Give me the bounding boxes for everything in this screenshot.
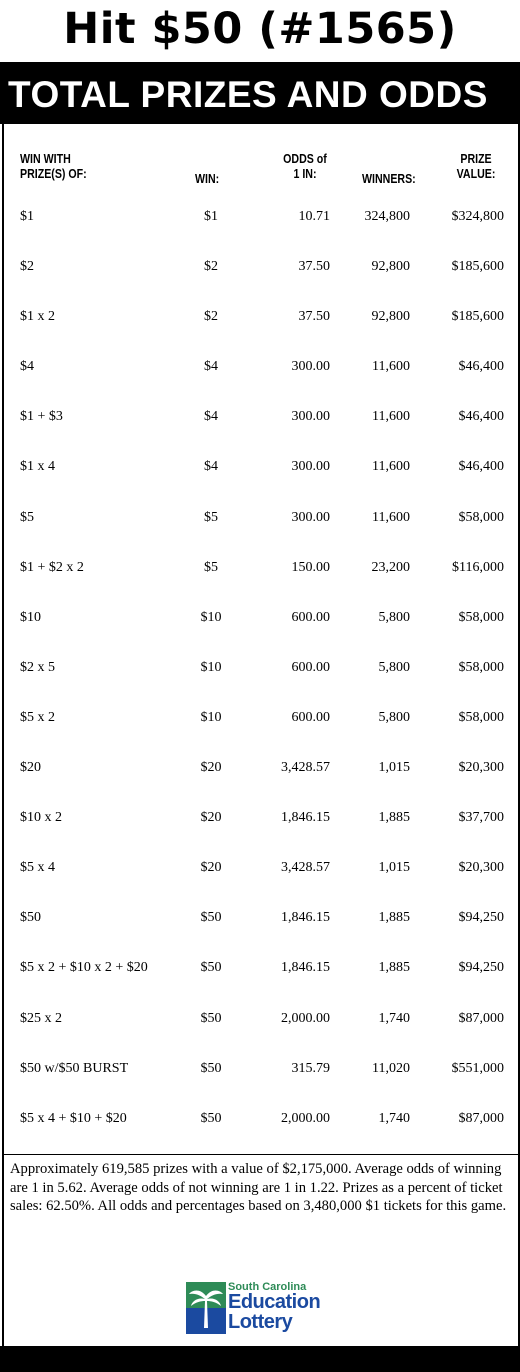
cell-prize: $1 + $3 (20, 409, 63, 425)
cell-value: $87,000 (458, 1110, 504, 1126)
table-row (0, 901, 520, 951)
cell-prize: $20 (20, 760, 41, 776)
cell-winners: 1,885 (378, 810, 410, 826)
cell-prize: $5 x 2 + $10 x 2 + $20 (20, 960, 148, 976)
cell-odds: 2,000.00 (281, 1010, 330, 1026)
cell-win: $4 (204, 459, 218, 475)
table-row (0, 1002, 520, 1052)
logo-line-lottery: Lottery (228, 1311, 293, 1333)
column-header-odds-line1: ODDS of (283, 152, 327, 166)
table-row (0, 350, 520, 400)
table-row (0, 801, 520, 851)
cell-odds: 300.00 (291, 509, 330, 525)
cell-win: $20 (200, 810, 222, 826)
cell-odds: 150.00 (291, 559, 330, 575)
cell-odds: 1,846.15 (281, 960, 330, 976)
column-header-value-line1: PRIZE (460, 152, 492, 166)
cell-prize: $2 (20, 259, 34, 275)
cell-win: $10 (200, 659, 222, 675)
cell-prize: $4 (20, 359, 34, 375)
cell-odds: 600.00 (291, 709, 330, 725)
cell-win: $20 (200, 860, 222, 876)
table-row (0, 400, 520, 450)
footnote: Approximately 619,585 prizes with a value of $2,175,000. Average odds of winning are 1 in 5.62. Average odds of not winning are 1 in 1.22. Prizes as a percent of ticket sales: 62.50%. All odds and percentages based on 3,480,000 $1 tickets for this game. (10, 1161, 507, 1215)
cell-value: $185,600 (451, 309, 504, 325)
cell-odds: 10.71 (298, 209, 330, 224)
cell-win: $20 (200, 760, 222, 776)
cell-win: $50 (200, 1060, 222, 1076)
cell-odds: 315.79 (291, 1060, 330, 1076)
cell-value: $46,400 (458, 409, 504, 425)
table-row (0, 951, 520, 1001)
cell-prize: $10 x 2 (20, 810, 62, 826)
cell-win: $4 (204, 409, 218, 425)
cell-win: $2 (204, 309, 218, 325)
column-header-winners: WINNERS: (362, 172, 416, 186)
cell-prize: $50 (20, 910, 41, 926)
cell-odds: 300.00 (291, 359, 330, 375)
table-row (0, 450, 520, 500)
column-header-prizes-line1: WIN WITH (20, 152, 71, 166)
table-row (0, 300, 520, 350)
cell-odds: 3,428.57 (281, 860, 330, 876)
cell-odds: 300.00 (291, 459, 330, 475)
game-title: Hit $50 (#1565) (63, 4, 457, 54)
cell-odds: 1,846.15 (281, 910, 330, 926)
cell-winners: 1,015 (378, 760, 410, 776)
cell-value: $46,400 (458, 459, 504, 475)
cell-winners: 11,600 (372, 509, 410, 525)
cell-winners: 324,800 (364, 209, 410, 224)
cell-win: $50 (200, 1010, 222, 1026)
cell-value: $185,600 (451, 259, 504, 275)
bottom-bar (0, 1346, 520, 1372)
cell-odds: 37.50 (298, 259, 330, 275)
cell-winners: 23,200 (371, 559, 410, 575)
cell-win: $50 (200, 960, 222, 976)
cell-prize: $1 x 2 (20, 309, 55, 325)
cell-value: $58,000 (458, 659, 504, 675)
table-row (0, 751, 520, 801)
cell-value: $94,250 (458, 910, 504, 926)
cell-win: $10 (200, 709, 222, 725)
cell-winners: 92,800 (371, 259, 410, 275)
palmetto-tree-icon (186, 1282, 226, 1334)
table-row (0, 651, 520, 701)
cell-prize: $25 x 2 (20, 1010, 62, 1026)
cell-winners: 1,885 (378, 960, 410, 976)
cell-win: $1 (204, 209, 218, 224)
column-header-win: WIN: (195, 172, 220, 186)
cell-odds: 2,000.00 (281, 1110, 330, 1126)
column-header-odds (280, 152, 329, 182)
cell-odds: 1,846.15 (281, 810, 330, 826)
table-row (0, 851, 520, 901)
cell-value: $46,400 (458, 359, 504, 375)
logo-line-education: Education (228, 1291, 321, 1313)
logo-line-state: South Carolina (228, 1281, 307, 1293)
cell-win: $50 (200, 1110, 222, 1126)
table-row (0, 1102, 520, 1152)
cell-prize: $5 x 4 + $10 + $20 (20, 1110, 127, 1126)
table-row (0, 250, 520, 300)
cell-win: $50 (200, 910, 222, 926)
table-row (0, 1052, 520, 1102)
cell-prize: $2 x 5 (20, 659, 55, 675)
cell-value: $20,300 (458, 860, 504, 876)
prize-table (0, 200, 520, 1152)
cell-prize: $1 + $2 x 2 (20, 559, 84, 575)
cell-winners: 1,740 (378, 1110, 410, 1126)
cell-winners: 1,015 (378, 860, 410, 876)
cell-value: $20,300 (458, 760, 504, 776)
cell-value: $58,000 (458, 509, 504, 525)
cell-winners: 11,600 (372, 409, 410, 425)
cell-value: $37,700 (458, 810, 504, 826)
table-row (0, 200, 520, 250)
table-row (0, 551, 520, 601)
table-row (0, 501, 520, 551)
banner (0, 62, 520, 124)
cell-value: $551,000 (451, 1060, 504, 1076)
sc-education-lottery-logo (186, 1280, 346, 1336)
cell-prize: $1 (20, 209, 34, 224)
column-header-prizes (20, 152, 87, 182)
cell-prize: $5 (20, 509, 34, 525)
cell-odds: 37.50 (298, 309, 330, 325)
cell-value: $94,250 (458, 960, 504, 976)
cell-winners: 5,800 (378, 709, 410, 725)
cell-winners: 92,800 (371, 309, 410, 325)
cell-win: $10 (200, 609, 222, 625)
table-row (0, 601, 520, 651)
cell-win: $4 (204, 359, 218, 375)
cell-winners: 1,885 (378, 910, 410, 926)
cell-winners: 5,800 (378, 609, 410, 625)
cell-odds: 600.00 (291, 609, 330, 625)
cell-winners: 11,600 (372, 459, 410, 475)
cell-winners: 5,800 (378, 659, 410, 675)
column-header-odds-line2: 1 IN: (293, 167, 317, 181)
cell-prize: $1 x 4 (20, 459, 55, 475)
cell-prize: $5 x 2 (20, 709, 55, 725)
cell-odds: 600.00 (291, 659, 330, 675)
column-header-value-line2: VALUE: (456, 167, 496, 181)
cell-odds: 3,428.57 (281, 760, 330, 776)
cell-value: $324,800 (451, 209, 504, 224)
cell-prize: $50 w/$50 BURST (20, 1060, 129, 1076)
cell-prize: $10 (20, 609, 41, 625)
cell-value: $87,000 (458, 1010, 504, 1026)
cell-winners: 11,600 (372, 359, 410, 375)
cell-win: $5 (204, 509, 218, 525)
banner-title: TOTAL PRIZES AND ODDS (8, 74, 488, 115)
cell-value: $58,000 (458, 609, 504, 625)
column-header-value (449, 152, 503, 182)
cell-value: $116,000 (452, 559, 504, 575)
cell-prize: $5 x 4 (20, 860, 55, 876)
cell-winners: 1,740 (378, 1010, 410, 1026)
cell-odds: 300.00 (291, 409, 330, 425)
column-header-prizes-line2: PRIZE(S) OF: (20, 167, 87, 181)
cell-win: $2 (204, 259, 218, 275)
table-row (0, 701, 520, 751)
footnote-divider (4, 1154, 518, 1155)
cell-win: $5 (204, 559, 218, 575)
cell-winners: 11,020 (372, 1060, 410, 1076)
cell-value: $58,000 (458, 709, 504, 725)
